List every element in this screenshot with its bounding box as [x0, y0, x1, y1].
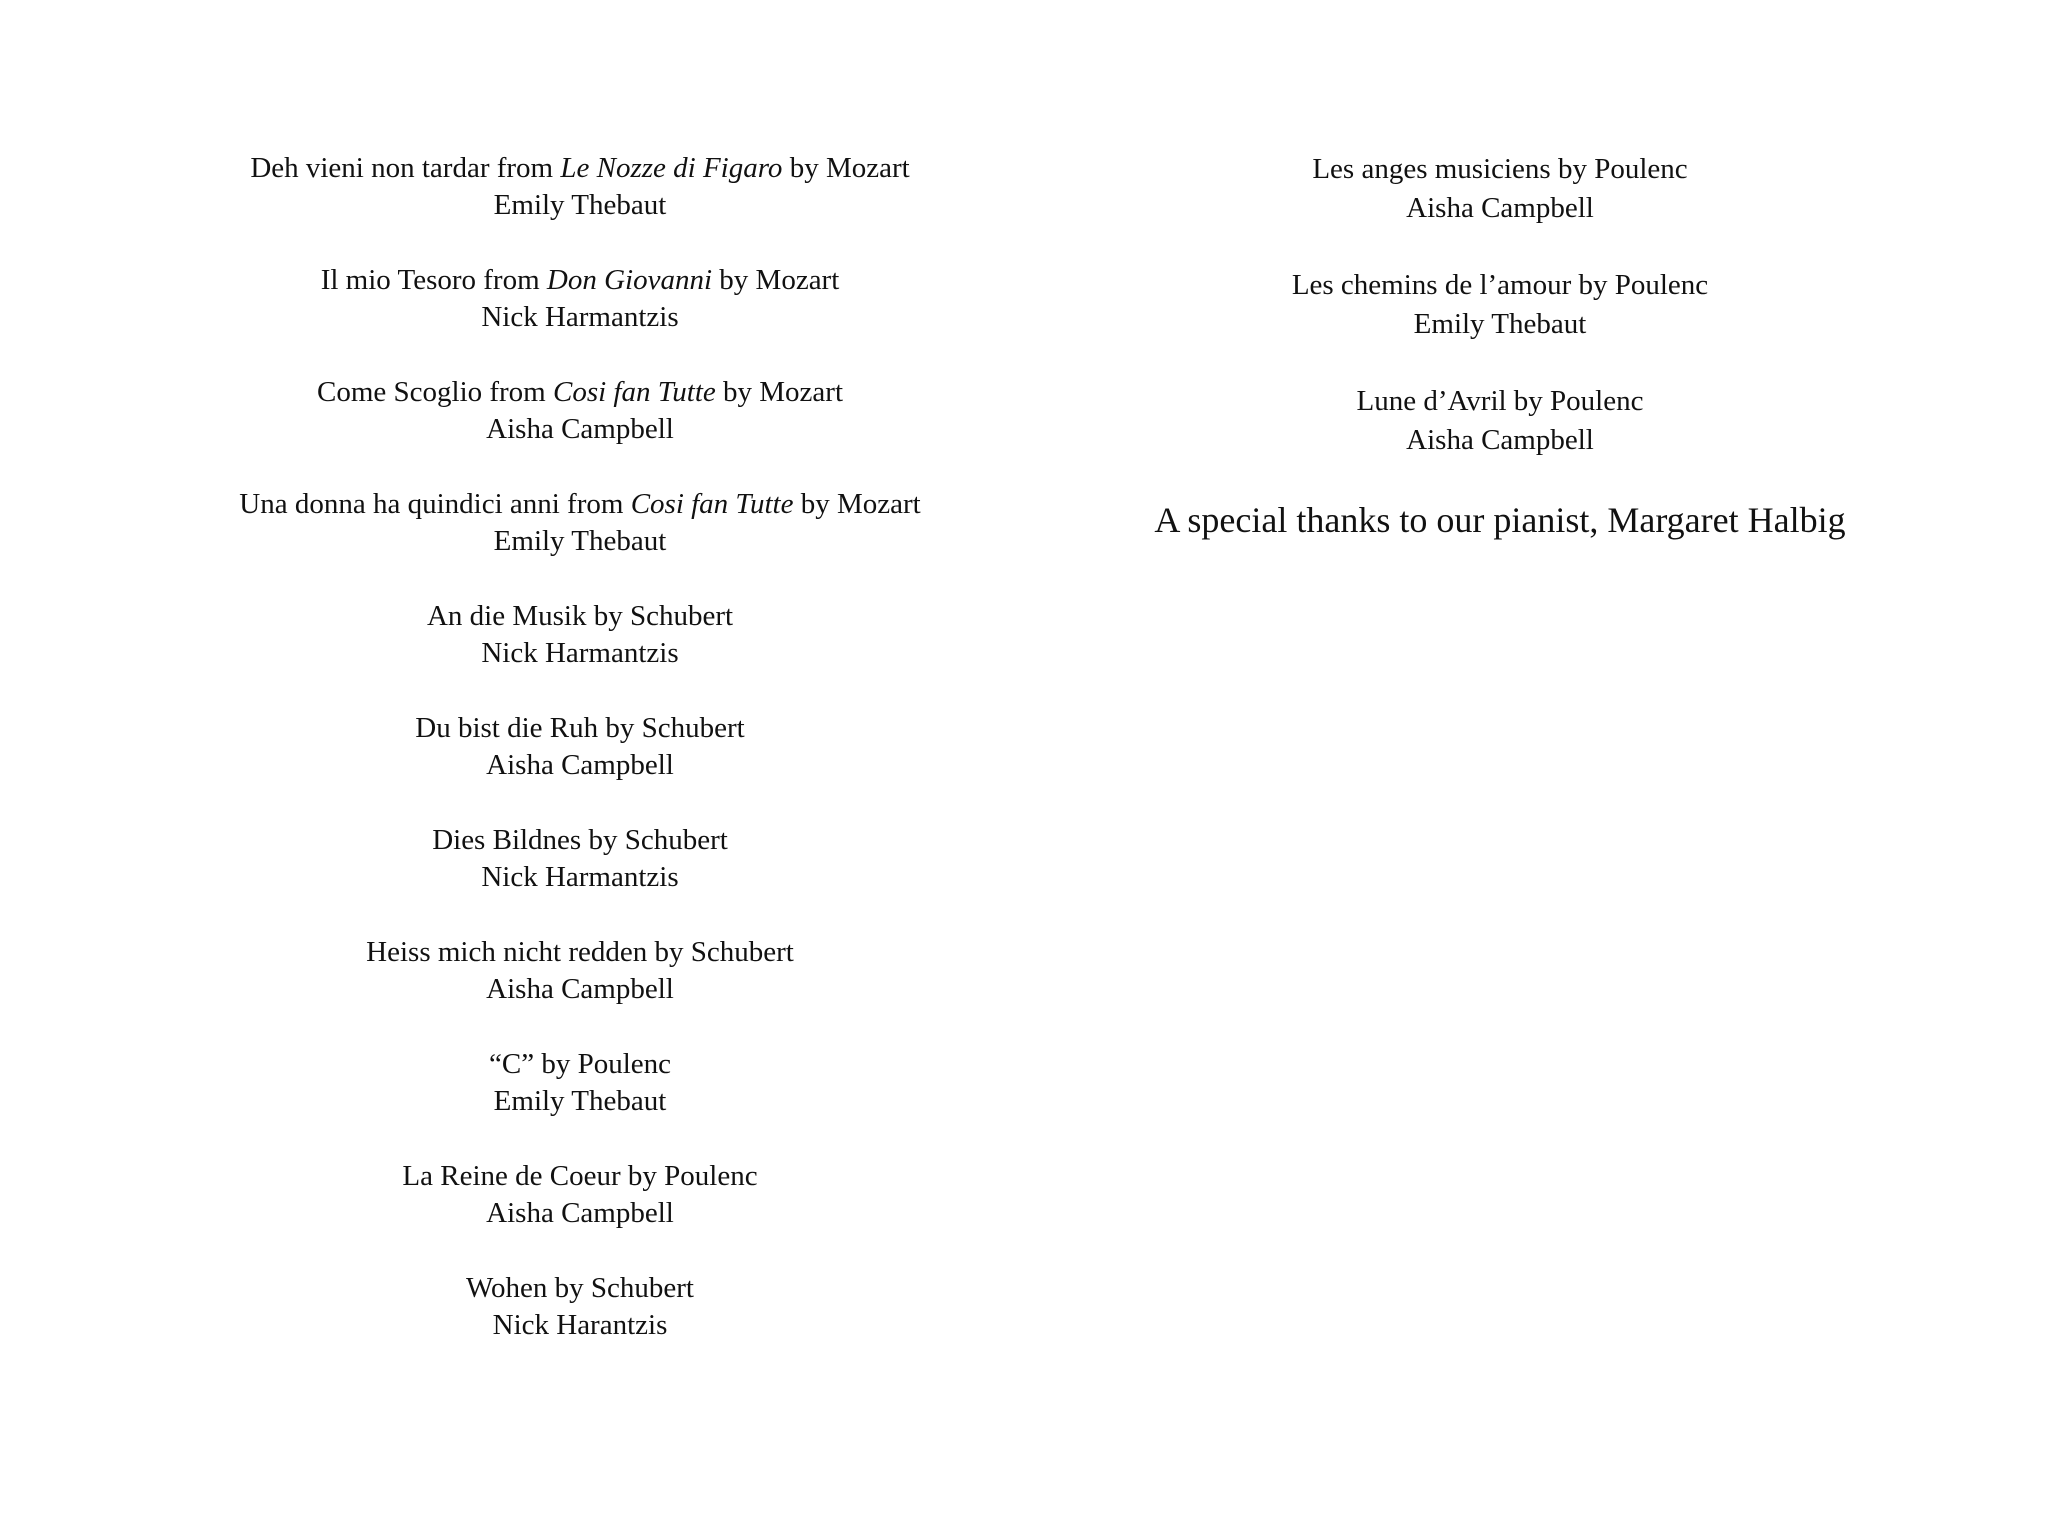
performer-name: Emily Thebaut: [1413, 308, 1587, 340]
program-entry: [1040, 266, 1960, 344]
performer-name: Aisha Campbell: [1406, 192, 1594, 224]
piece-title: Dies Bildnes by Schubert: [432, 824, 728, 856]
program-entry: [130, 262, 1030, 336]
performer-name: Aisha Campbell: [486, 973, 674, 1005]
performer-name: Nick Harantzis: [492, 1309, 668, 1341]
piece-title: Deh vieni non tardar from Le Nozze di Figaro by Mozart: [250, 152, 910, 184]
piece-title: Du bist die Ruh by Schubert: [415, 712, 745, 744]
piece-title: Una donna ha quindici anni from Cosi fan Tutte by Mozart: [239, 488, 921, 520]
program-entry: [130, 486, 1030, 560]
piece-title: Lune d’Avril by Poulenc: [1356, 385, 1644, 417]
program-entry: [130, 374, 1030, 448]
program-entry: [130, 710, 1030, 784]
performer-name: Aisha Campbell: [486, 413, 674, 445]
performer-name: Nick Harmantzis: [481, 301, 679, 333]
piece-title: Il mio Tesoro from Don Giovanni by Mozart: [320, 264, 840, 296]
performer-name: Nick Harmantzis: [481, 637, 679, 669]
program-entry: [130, 1046, 1030, 1120]
program-entry: [130, 1270, 1030, 1344]
performer-name: Emily Thebaut: [493, 1085, 667, 1117]
piece-title: Les anges musiciens by Poulenc: [1312, 153, 1688, 185]
performer-name: Emily Thebaut: [493, 525, 667, 557]
program-left-column: [130, 150, 1030, 1382]
program-entry: [130, 1158, 1030, 1232]
opera-title: Don Giovanni: [546, 264, 713, 296]
performer-name: Aisha Campbell: [486, 749, 674, 781]
program-entry: [130, 934, 1030, 1008]
opera-title: Cosi fan Tutte: [630, 488, 794, 520]
opera-title: Le Nozze di Figaro: [560, 152, 783, 184]
performer-name: Aisha Campbell: [1406, 424, 1594, 456]
program-entry: [130, 150, 1030, 224]
program-right-column: [1040, 150, 1960, 542]
performer-name: Aisha Campbell: [486, 1197, 674, 1229]
piece-title: Heiss mich nicht redden by Schubert: [366, 936, 794, 968]
piece-title: “C” by Poulenc: [488, 1048, 671, 1080]
piece-title: An die Musik by Schubert: [426, 600, 734, 632]
piece-title: Come Scoglio from Cosi fan Tutte by Mozart: [316, 376, 844, 408]
program-entry: [130, 822, 1030, 896]
program-entry: [130, 598, 1030, 672]
piece-title: Wohen by Schubert: [465, 1272, 694, 1304]
performer-name: Emily Thebaut: [493, 189, 667, 221]
program-entry: [1040, 150, 1960, 228]
pianist-thanks: A special thanks to our pianist, Margaret Halbig: [1154, 500, 1846, 540]
piece-title: La Reine de Coeur by Poulenc: [402, 1160, 758, 1192]
performer-name: Nick Harmantzis: [481, 861, 679, 893]
piece-title: Les chemins de l’amour by Poulenc: [1291, 269, 1709, 301]
program-entry: [1040, 382, 1960, 460]
opera-title: Cosi fan Tutte: [553, 376, 716, 408]
